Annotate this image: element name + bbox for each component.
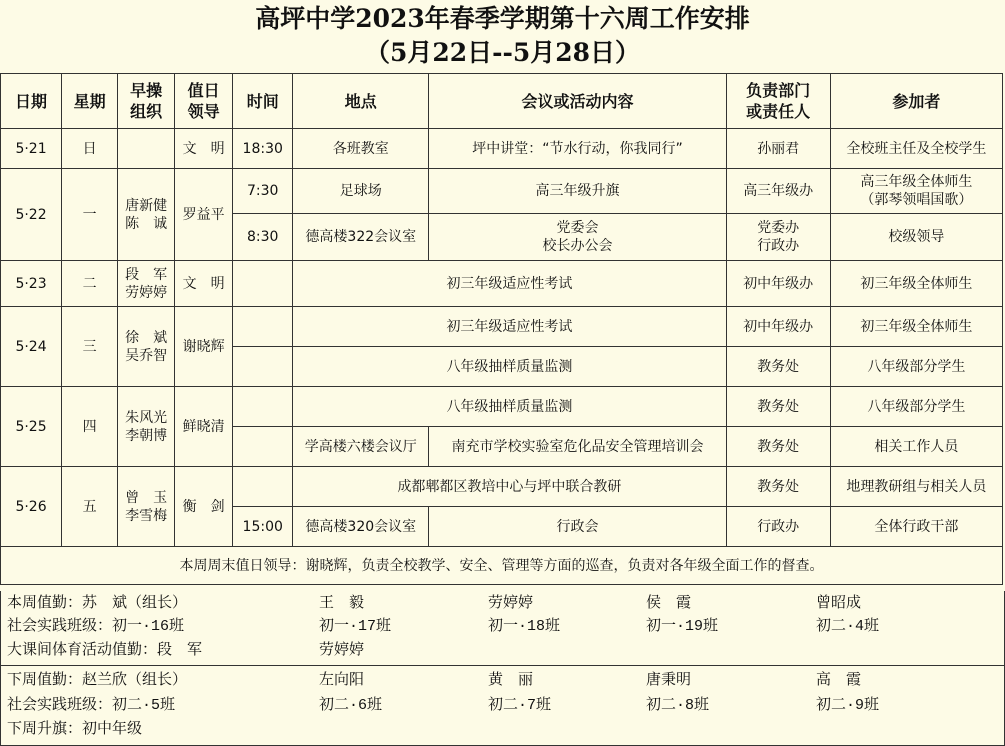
table-row	[1, 387, 1003, 427]
dept-cell: 初中年级办	[726, 261, 830, 307]
participants-cell: 初三年级全体师生	[830, 261, 1002, 307]
next-week-class-label: 社会实践班级：初二·5班	[7, 697, 176, 714]
time-cell: 15:00	[233, 507, 293, 547]
table-row	[1, 261, 1003, 307]
practice-class: 初二·7班	[488, 697, 552, 714]
practice-class: 初一·19班	[646, 618, 719, 635]
this-week-class-label: 社会实践班级：初一·16班	[7, 618, 185, 635]
header-time: 时间	[233, 74, 293, 129]
participants-cell: 地理教研组与相关人员	[830, 467, 1002, 507]
content-cell: 高三年级升旗	[429, 169, 726, 214]
time-cell: 7:30	[233, 169, 293, 214]
footer-divider	[1, 665, 1004, 666]
dept-cell: 党委办 行政办	[726, 214, 830, 261]
dept-cell: 初中年级办	[726, 307, 830, 347]
duty-person: 王 毅	[319, 595, 365, 612]
weekday-cell: 五	[62, 467, 118, 547]
table-row	[1, 129, 1003, 169]
content-cell: 成都郫都区教培中心与坪中联合教研	[293, 467, 726, 507]
morning-cell: 朱风光 李朝博	[118, 387, 175, 467]
date-cell: 5·26	[1, 467, 62, 547]
weekday-cell: 日	[62, 129, 118, 169]
dept-cell: 教务处	[726, 347, 830, 387]
leader-cell: 罗益平	[175, 169, 233, 261]
time-cell: 18:30	[233, 129, 293, 169]
date-cell: 5·21	[1, 129, 62, 169]
duty-person: 高 霞	[816, 672, 862, 689]
practice-class: 初二·9班	[816, 697, 880, 714]
this-week-duty-label: 本周值勤：苏 斌（组长）	[7, 595, 188, 612]
date-cell: 5·23	[1, 261, 62, 307]
page-title: 高坪中学2023年春季学期第十六周工作安排	[255, 4, 750, 33]
time-cell	[233, 467, 293, 507]
table-row	[1, 169, 1003, 214]
leader-cell: 谢晓辉	[175, 307, 233, 387]
header-dept: 负责部门 或责任人	[726, 74, 830, 129]
morning-cell: 曾 玉 李雪梅	[118, 467, 175, 547]
weekday-cell: 一	[62, 169, 118, 261]
break-duty-label: 大课间体育活动值勤：段 军	[7, 642, 203, 659]
weekday-cell: 二	[62, 261, 118, 307]
leader-cell: 鲜晓清	[175, 387, 233, 467]
time-cell	[233, 427, 293, 467]
content-cell: 坪中讲堂：“节水行动，你我同行”	[429, 129, 726, 169]
header-participants: 参加者	[830, 74, 1002, 129]
next-flag-raising: 下周升旗：初中年级	[7, 721, 143, 738]
morning-cell	[118, 129, 175, 169]
weekend-note-row	[1, 547, 1003, 585]
dept-cell: 教务处	[726, 427, 830, 467]
place-cell: 足球场	[293, 169, 429, 214]
duty-footer	[0, 591, 1005, 746]
duty-person: 劳婷婷	[319, 642, 365, 659]
content-cell: 初三年级适应性考试	[293, 261, 726, 307]
practice-class: 初二·4班	[816, 618, 880, 635]
practice-class: 初二·6班	[319, 697, 383, 714]
page-subtitle: （5月22日--5月28日）	[364, 38, 641, 67]
leader-cell: 文 明	[175, 129, 233, 169]
header-row	[1, 74, 1003, 129]
table-row	[1, 307, 1003, 347]
weekday-cell: 三	[62, 307, 118, 387]
morning-cell: 徐 斌 吴乔智	[118, 307, 175, 387]
content-cell: 南充市学校实验室危化品安全管理培训会	[429, 427, 726, 467]
duty-person: 唐秉明	[646, 672, 692, 689]
morning-cell: 唐新健 陈 诚	[118, 169, 175, 261]
participants-cell: 全校班主任及全校学生	[830, 129, 1002, 169]
table-row	[1, 467, 1003, 507]
time-cell	[233, 387, 293, 427]
schedule-table	[0, 73, 1003, 585]
practice-class: 初一·18班	[488, 618, 561, 635]
leader-cell: 文 明	[175, 261, 233, 307]
header-weekday: 星期	[62, 74, 118, 129]
content-cell: 行政会	[429, 507, 726, 547]
dept-cell: 行政办	[726, 507, 830, 547]
dept-cell: 孙丽君	[726, 129, 830, 169]
header-content: 会议或活动内容	[429, 74, 726, 129]
place-cell: 德高楼322会议室	[293, 214, 429, 261]
header-morning: 早操 组织	[118, 74, 175, 129]
participants-cell: 八年级部分学生	[830, 387, 1002, 427]
header-duty-leader: 值日 领导	[175, 74, 233, 129]
dept-cell: 教务处	[726, 387, 830, 427]
participants-cell: 高三年级全体师生 （郭琴领唱国歌）	[830, 169, 1002, 214]
duty-person: 侯 霞	[646, 595, 692, 612]
morning-cell: 段 军 劳婷婷	[118, 261, 175, 307]
header-place: 地点	[293, 74, 429, 129]
dept-cell: 教务处	[726, 467, 830, 507]
time-cell	[233, 347, 293, 387]
header-date: 日期	[1, 74, 62, 129]
dept-cell: 高三年级办	[726, 169, 830, 214]
weekday-cell: 四	[62, 387, 118, 467]
this-week-duty-line	[7, 593, 187, 615]
time-cell: 8:30	[233, 214, 293, 261]
participants-cell: 初三年级全体师生	[830, 307, 1002, 347]
content-cell: 八年级抽样质量监测	[293, 347, 726, 387]
date-cell: 5·25	[1, 387, 62, 467]
practice-class: 初一·17班	[319, 618, 392, 635]
leader-cell: 衡 剑	[175, 467, 233, 547]
practice-class: 初二·8班	[646, 697, 710, 714]
participants-cell: 校级领导	[830, 214, 1002, 261]
duty-person: 劳婷婷	[488, 595, 534, 612]
time-cell	[233, 261, 293, 307]
place-cell: 德高楼320会议室	[293, 507, 429, 547]
weekend-note: 本周周末值日领导：谢晓辉，负责全校教学、安全、管理等方面的巡查，负责对各年级全面工作的督查。	[1, 547, 1003, 585]
participants-cell: 全体行政干部	[830, 507, 1002, 547]
date-cell: 5·24	[1, 307, 62, 387]
participants-cell: 八年级部分学生	[830, 347, 1002, 387]
date-cell: 5·22	[1, 169, 62, 261]
duty-person: 左向阳	[319, 672, 365, 689]
participants-cell: 相关工作人员	[830, 427, 1002, 467]
duty-person: 曾昭成	[816, 595, 862, 612]
content-cell: 初三年级适应性考试	[293, 307, 726, 347]
content-cell: 八年级抽样质量监测	[293, 387, 726, 427]
duty-person: 黄 丽	[488, 672, 534, 689]
place-cell: 学高楼六楼会议厅	[293, 427, 429, 467]
time-cell	[233, 307, 293, 347]
next-week-duty-label: 下周值勤：赵兰欣（组长）	[7, 672, 188, 689]
place-cell: 各班教室	[293, 129, 429, 169]
content-cell: 党委会 校长办公会	[429, 214, 726, 261]
